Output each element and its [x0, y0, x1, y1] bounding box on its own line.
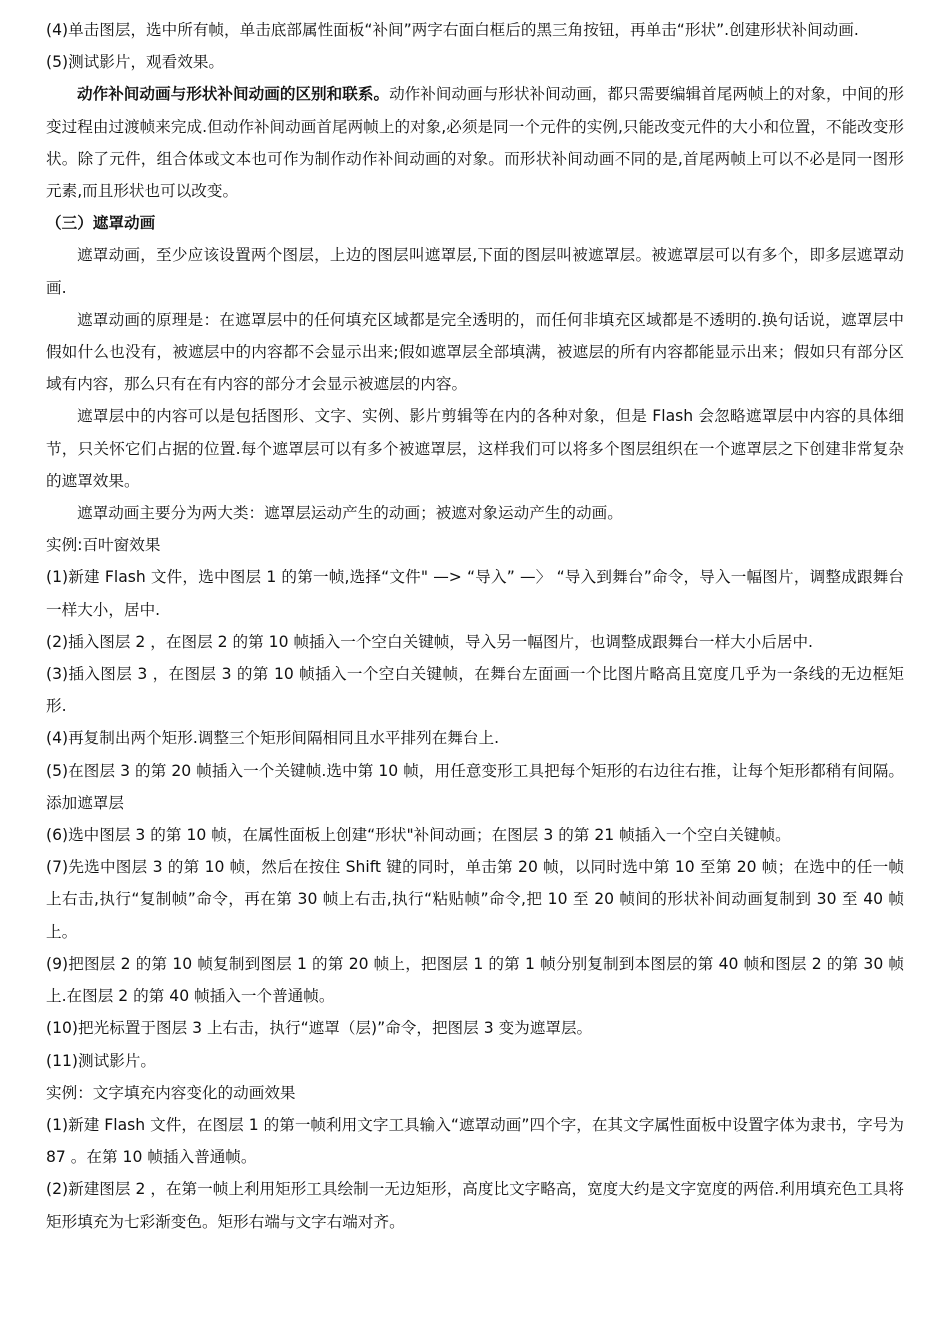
blinds-step-3: (3)插入图层 3 ，在图层 3 的第 10 帧插入一个空白关键帧，在舞台左面画一个比图片略高且宽度几乎为一条线的无边框矩形.	[46, 665, 904, 716]
mask-principle-paragraph: 遮罩动画的原理是：在遮罩层中的任何填充区域都是完全透明的，而任何非填充区域都是不透明的.换句话说，遮罩层中假如什么也没有，被遮层中的内容都不会显示出来;假如遮罩层全部填满，被遮层的所有内容都能显示出来；假如只有部分区域有内容，那么只有在有内容的部分才会显示被遮层的内容。	[46, 310, 904, 394]
document-page	[46, 14, 904, 1238]
example-blinds-title: 实例:百叶窗效果	[46, 536, 161, 555]
text-fill-step-1: (1)新建 Flash 文件，在图层 1 的第一帧利用文字工具输入“遮罩动画”四个字，在其文字属性面板中设置字体为隶书，字号为 87 。在第 10 帧插入普通帧。	[46, 1115, 904, 1167]
blinds-step-1: (1)新建 Flash 文件，选中图层 1 的第一帧,选择“文件" —> “导入” —〉 “导入到舞台”命令，导入一幅图片，调整成跟舞台一样大小，居中.	[46, 568, 904, 619]
text-fill-step-2: (2)新建图层 2 ，在第一帧上利用矩形工具绘制一无边矩形，高度比文字略高，宽度大约是文字宽度的两倍.利用填充色工具将矩形填充为七彩渐变色。矩形右端与文字右端对齐。	[46, 1180, 904, 1231]
blinds-step-5: (5)在图层 3 的第 20 帧插入一个关键帧.选中第 10 帧，用任意变形工具把每个矩形的右边往右推，让每个矩形都稍有间隔。添加遮罩层	[46, 761, 904, 812]
blinds-step-10: (10)把光标置于图层 3 上右击，执行“遮罩（层)”命令，把图层 3 变为遮罩层。	[46, 1019, 593, 1038]
blinds-step-9: (9)把图层 2 的第 10 帧复制到图层 1 的第 20 帧上，把图层 1 的第 1 帧分别复制到本图层的第 40 帧和图层 2 的第 30 帧上.在图层 2 的第 40 帧插入一个普通帧。	[46, 954, 904, 1006]
section-heading-mask-animation: （三）遮罩动画	[46, 214, 156, 233]
comparison-lead: 动作补间动画与形状补间动画的区别和联系。	[77, 85, 390, 104]
comparison-body: 动作补间动画与形状补间动画，都只需要编辑首尾两帧上的对象，中间的形变过程由过渡帧来完成.但动作补间动画首尾两帧上的对象,必须是同一个元件的实例,只能改变元件的大小和位置，不能改变形状。除了元件，组合体或文本也可作为制作动作补间动画的对象。而形状补间动画不同的是,首尾两帧上可以不必是同一图形元素,而且形状也可以改变。	[46, 85, 904, 201]
comparison-paragraph	[46, 78, 904, 207]
step-5-paragraph: (5)测试影片，观看效果。	[46, 53, 225, 72]
example-text-fill-title: 实例：文字填充内容变化的动画效果	[46, 1083, 296, 1102]
blinds-step-11: (11)测试影片。	[46, 1051, 156, 1070]
blinds-step-7: (7)先选中图层 3 的第 10 帧，然后在按住 Shift 键的同时，单击第 20 帧，以同时选中第 10 至第 20 帧；在选中的任一帧上右击,执行“复制帧”命令，再在第 30 帧上右击,执行“粘贴帧”命令,把 10 至 20 帧间的形状补间动画复制到 30 至 40 帧上。	[46, 858, 904, 941]
blinds-step-6: (6)选中图层 3 的第 10 帧，在属性面板上创建“形状"补间动画；在图层 3 的第 21 帧插入一个空白关键帧。	[46, 826, 791, 845]
mask-types-paragraph: 遮罩动画主要分为两大类：遮罩层运动产生的动画；被遮对象运动产生的动画。	[77, 504, 623, 523]
blinds-step-2: (2)插入图层 2 ，在图层 2 的第 10 帧插入一个空白关键帧，导入另一幅图片，也调整成跟舞台一样大小后居中.	[46, 632, 814, 651]
step-4-paragraph: (4)单击图层，选中所有帧，单击底部属性面板“补间”两字右面白框后的黑三角按钮，再单击“形状”.创建形状补间动画.	[46, 21, 859, 39]
mask-intro-paragraph: 遮罩动画，至少应该设置两个图层，上边的图层叫遮罩层,下面的图层叫被遮罩层。被遮罩层可以有多个，即多层遮罩动画.	[46, 246, 904, 297]
mask-content-paragraph: 遮罩层中的内容可以是包括图形、文字、实例、影片剪辑等在内的各种对象，但是 Flash 会忽略遮罩层中内容的具体细节，只关怀它们占据的位置.每个遮罩层可以有多个被遮罩层，这样我们可以将多个图层组织在一个遮罩层之下创建非常复杂的遮罩效果。	[46, 407, 904, 490]
blinds-step-4: (4)再复制出两个矩形.调整三个矩形间隔相同且水平排列在舞台上.	[46, 729, 500, 748]
